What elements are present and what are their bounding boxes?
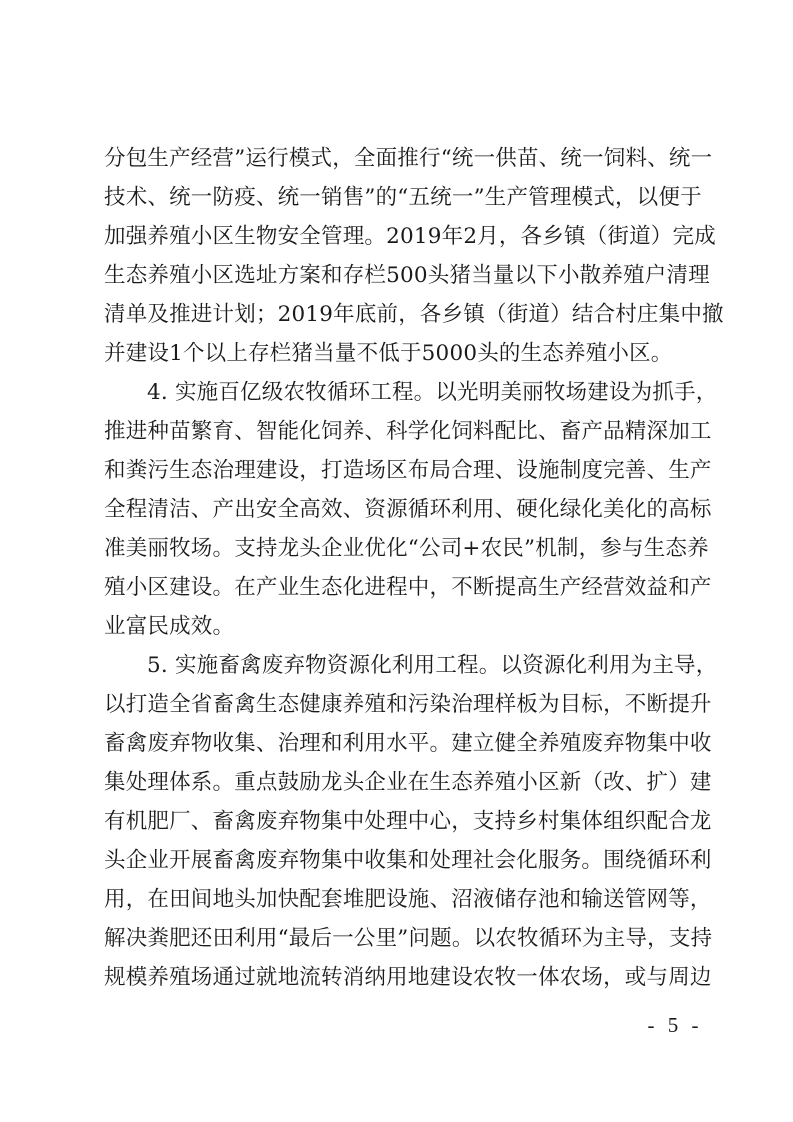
paragraph-3-line-5: 有机肥厂、畜禽废弃物集中处理中心，支持乡村集体组织配合龙 <box>104 809 712 834</box>
paragraph-1-line-1: 分包生产经营”运行模式，全面推行“统一供苗、统一饲料、统一 <box>104 146 713 171</box>
paragraph-2-line-6: 殖小区建设。在产业生态化进程中，不断提高生产经营效益和产 <box>104 575 712 600</box>
paragraph-3-line-7: 用，在田间地头加快配套堆肥设施、沼液储存池和输送管网等， <box>104 887 712 912</box>
paragraph-2-line-7: 业富民成效。 <box>104 614 235 639</box>
paragraph-1-line-2: 技术、统一防疫、统一销售”的“五统一”生产管理模式，以便于 <box>104 185 702 210</box>
paragraph-3-line-8: 解决粪肥还田利用“最后一公里”问题。以农牧循环为主导，支持 <box>104 926 713 951</box>
page-number: - 5 - <box>647 1013 703 1037</box>
paragraph-1-line-6: 并建设1个以上存栏猪当量不低于5000头的生态养殖小区。 <box>104 341 673 366</box>
paragraph-2-line-1: 4. 实施百亿级农牧循环工程。以光明美丽牧场建设为抓手， <box>147 380 718 405</box>
paragraph-1-line-3: 加强养殖小区生物安全管理。2019年2月，各乡镇（街道）完成 <box>104 224 716 249</box>
paragraph-3-line-9: 规模养殖场通过就地流转消纳用地建设农牧一体农场，或与周边 <box>104 965 712 990</box>
paragraph-3-line-2: 以打造全省畜禽生态健康养殖和污染治理样板为目标，不断提升 <box>104 692 712 717</box>
paragraph-2-line-4: 全程清洁、产出安全高效、资源循环利用、硬化绿化美化的高标 <box>104 497 712 522</box>
paragraph-2-line-2: 推进种苗繁育、智能化饲养、科学化饲料配比、畜产品精深加工 <box>104 419 712 444</box>
paragraph-1-line-4: 生态养殖小区选址方案和存栏500头猪当量以下小散养殖户清理 <box>104 263 710 288</box>
paragraph-3-line-4: 集处理体系。重点鼓励龙头企业在生态养殖小区新（改、扩）建 <box>104 770 712 795</box>
paragraph-3-line-1: 5. 实施畜禽废弃物资源化利用工程。以资源化利用为主导， <box>147 653 718 678</box>
paragraph-3-line-3: 畜禽废弃物收集、治理和利用水平。建立健全养殖废弃物集中收 <box>104 731 712 756</box>
paragraph-2-line-5: 准美丽牧场。支持龙头企业优化“公司+农民”机制，参与生态养 <box>104 536 709 561</box>
paragraph-2-line-3: 和粪污生态治理建设，打造场区布局合理、设施制度完善、生产 <box>104 458 712 483</box>
paragraph-1-line-5: 清单及推进计划；2019年底前，各乡镇（街道）结合村庄集中撤 <box>104 302 724 327</box>
paragraph-3-line-6: 头企业开展畜禽废弃物集中收集和处理社会化服务。围绕循环利 <box>104 848 712 873</box>
